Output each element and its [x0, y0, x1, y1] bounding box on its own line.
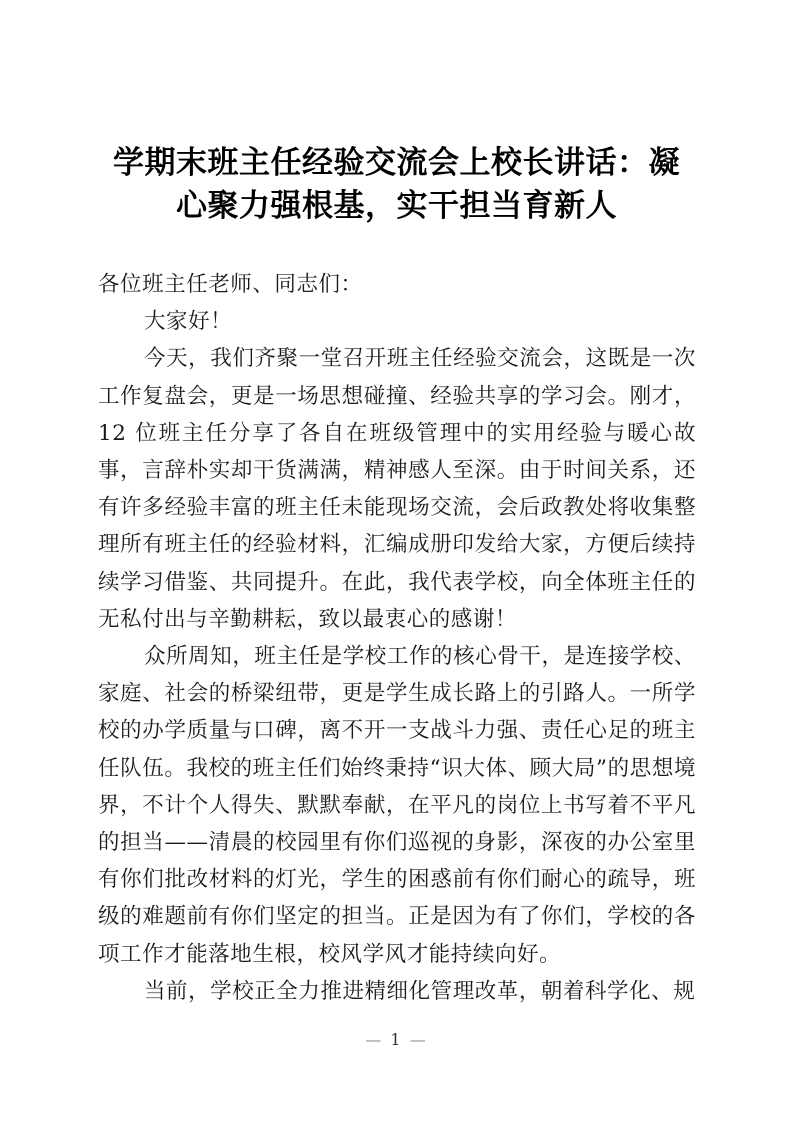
page-title: 学期末班主任经验交流会上校长讲话：凝心聚力强根基，实干担当育新人	[113, 145, 680, 224]
page-footer	[0, 1030, 793, 1049]
paragraph-current-reform: 当前，学校正全力推进精细化管理改革，朝着科学化、规	[144, 978, 696, 1004]
paragraph-opening-remarks: 今天，我们齐聚一堂召开班主任经验交流会，这既是一次工作复盘会，更是一场思想碰撞、经验共享的学习会。刚才，12 位班主任分享了各自在班级管理中的实用经验与暖心故事，言辞朴实却干货满满，精神感人至深。由于时间关系，还有许多经验丰富的班主任未能现场交流，会后政教处将收集整理所有班主任的经验材料，汇编成册印发给大家，方便后续持续学习借鉴、共同提升。在此，我代表学校，向全体班主任的无私付出与辛勤耕耘，致以最衷心的感谢！	[98, 346, 696, 632]
paragraph-role-of-head-teachers: 众所周知，班主任是学校工作的核心骨干，是连接学校、家庭、社会的桥梁纽带，更是学生成长路上的引路人。一所学校的办学质量与口碑，离不开一支战斗力强、责任心足的班主任队伍。我校的班主任们始终秉持“识大体、顾大局”的思想境界，不计个人得失、默默奉献，在平凡的岗位上书写着不平凡的担当——清晨的校园里有你们巡视的身影，深夜的办公室里有你们批改材料的灯光，学生的困惑前有你们耐心的疏导，班级的难题前有你们坚定的担当。正是因为有了你们，学校的各项工作才能落地生根，校风学风才能持续向好。	[98, 644, 696, 967]
footer-dash-left: —	[365, 1030, 384, 1049]
footer-page-number: 1	[390, 1030, 403, 1049]
paragraph-greeting: 大家好！	[144, 309, 233, 335]
paragraph-salutation: 各位班主任老师、同志们：	[98, 272, 363, 297]
document-body	[98, 266, 696, 1010]
footer-dash-right: —	[409, 1030, 428, 1049]
